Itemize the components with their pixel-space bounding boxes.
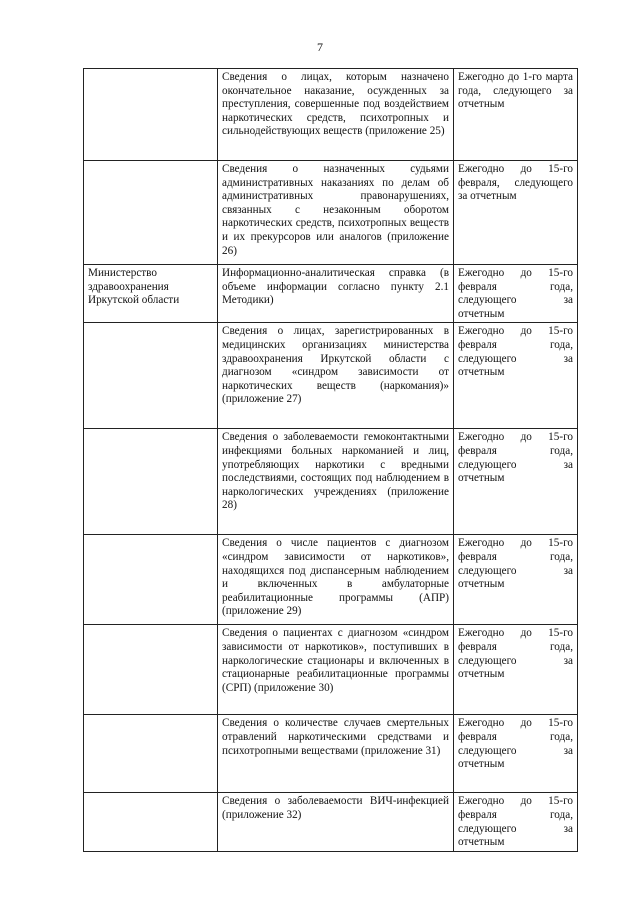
- description-cell: Информационно-аналитическая справка (в объеме информации согласно пункту 2.1 Методики): [218, 265, 454, 323]
- deadline-cell: Ежегодно до 15-го февраля года, следующего за отчетным: [454, 715, 578, 793]
- description-cell: Сведения о числе пациентов с диагнозом «синдром зависимости от наркотиков», находящихся под диспансерным наблюдением и включенных в амбулаторные реабилитационные программы (АПР) (приложение 29): [218, 535, 454, 625]
- table-row: [84, 715, 578, 793]
- organization-cell: [84, 69, 218, 161]
- table-row: [84, 535, 578, 625]
- organization-cell: [84, 535, 218, 625]
- deadline-cell: Ежегодно до 15-го февраля года, следующего за отчетным: [454, 265, 578, 323]
- description-cell: Сведения о пациентах с диагнозом «синдром зависимости от наркотиков», поступивших в наркологические стационары и включенных в стационарные реабилитационные программы (СРП) (приложение 30): [218, 625, 454, 715]
- description-cell: Сведения о заболеваемости ВИЧ-инфекцией (приложение 32): [218, 793, 454, 851]
- deadline-cell: Ежегодно до 15-го февраля, следующего за отчетным: [454, 161, 578, 265]
- description-cell: Сведения о назначенных судьями административных наказаниях по делам об административных правонарушениях, связанных с незаконным оборотом наркотических средств, психотропных веществ и их прекурсоров или аналогов (приложение 26): [218, 161, 454, 265]
- organization-cell: [84, 323, 218, 429]
- description-cell: Сведения о лицах, которым назначено окончательное наказание, осужденных за преступления, совершенные под воздействием наркотических средств, психотропных и сильнодействующих веществ (приложение 25): [218, 69, 454, 161]
- table-row: [84, 161, 578, 265]
- deadline-cell: Ежегодно до 1-го марта года, следующего за отчетным: [454, 69, 578, 161]
- reporting-table: [83, 68, 578, 852]
- deadline-cell: Ежегодно до 15-го февраля года, следующего за отчетным: [454, 429, 578, 535]
- organization-cell: [84, 793, 218, 851]
- table-row: [84, 625, 578, 715]
- deadline-cell: Ежегодно до 15-го февраля года, следующего за отчетным: [454, 793, 578, 851]
- table-row: [84, 793, 578, 851]
- organization-cell: [84, 625, 218, 715]
- deadline-cell: Ежегодно до 15-го февраля года, следующего за отчетным: [454, 323, 578, 429]
- deadline-cell: Ежегодно до 15-го февраля года, следующего за отчетным: [454, 625, 578, 715]
- organization-cell: [84, 715, 218, 793]
- table-row: [84, 429, 578, 535]
- table-row: [84, 323, 578, 429]
- organization-cell: [84, 429, 218, 535]
- table-row: [84, 265, 578, 323]
- description-cell: Сведения о заболеваемости гемоконтактными инфекциями больных наркоманией и лиц, употребляющих наркотики с вредными последствиями, состоящих под наблюдением в наркологических учреждениях (приложение 28): [218, 429, 454, 535]
- page-number: 7: [317, 40, 323, 54]
- table-row: [84, 69, 578, 161]
- description-cell: Сведения о лицах, зарегистрированных в медицинских организациях министерства здравоохранения Иркутской области с диагнозом «синдром зависимости от наркотических веществ (наркомания)» (приложение 27): [218, 323, 454, 429]
- deadline-cell: Ежегодно до 15-го февраля года, следующего за отчетным: [454, 535, 578, 625]
- description-cell: Сведения о количестве случаев смертельных отравлений наркотическими средствами и психотропными веществами (приложение 31): [218, 715, 454, 793]
- organization-cell: Министерство здравоохранения Иркутской области: [84, 265, 218, 323]
- organization-cell: [84, 161, 218, 265]
